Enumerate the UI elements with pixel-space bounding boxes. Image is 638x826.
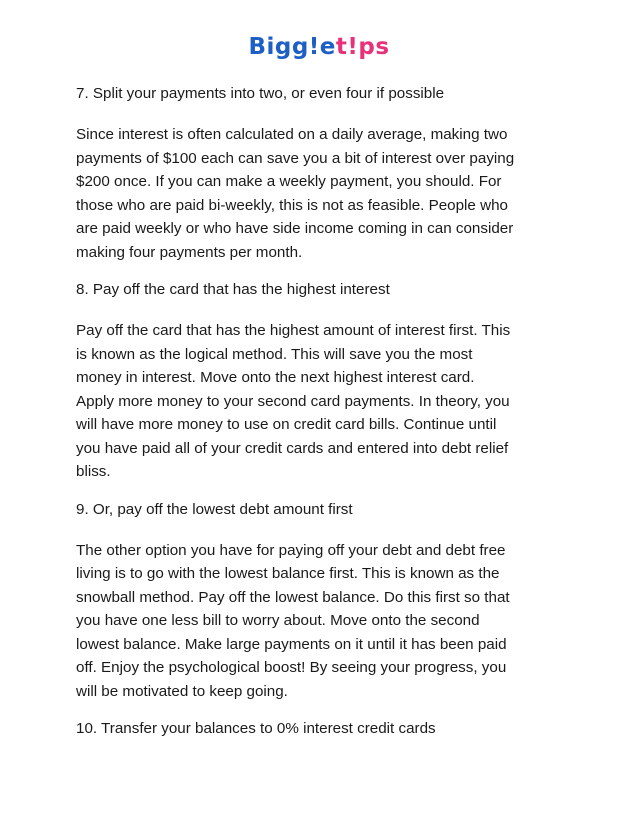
section-10 — [76, 717, 576, 741]
section-paragraph — [76, 539, 576, 704]
section-heading: 7. Split your payments into two, or even four if possible — [76, 85, 445, 102]
section-7 — [76, 82, 576, 264]
section-heading: 10. Transfer your balances to 0% interest credit cards — [76, 720, 436, 737]
section-8 — [76, 278, 576, 484]
logo-text-secondary: t!ps — [335, 34, 390, 60]
paragraph-line: Since interest is often calculated on a daily average, making two — [76, 126, 508, 143]
paragraph-line: will be motivated to keep going. — [76, 682, 288, 700]
paragraph-line: The other option you have for paying off your debt and debt free — [76, 541, 506, 559]
section-heading: 9. Or, pay off the lowest debt amount first — [76, 500, 353, 518]
paragraph-line: those who are paid bi-weekly, this is not as feasible. People who — [76, 196, 508, 214]
section-paragraph — [76, 123, 576, 264]
paragraph-line: Apply more money to your second card payments. In theory, you — [76, 392, 510, 410]
article-body — [76, 82, 576, 758]
paragraph-line: are paid weekly or who have side income coming in can consider — [76, 220, 514, 237]
paragraph-line: making four payments per month. — [76, 243, 303, 261]
paragraph-line: lowest balance. Make large payments on it until it has been paid — [76, 635, 507, 653]
logo-text-primary: Bigg!e — [248, 34, 336, 60]
paragraph-line: Pay off the card that has the highest amount of interest first. This — [76, 322, 511, 339]
section-heading: 8. Pay off the card that has the highest interest — [76, 281, 390, 298]
section-9 — [76, 498, 576, 704]
paragraph-line: money in interest. Move onto the next highest interest card. — [76, 369, 475, 386]
paragraph-line: living is to go with the lowest balance first. This is known as the — [76, 565, 500, 582]
paragraph-line: will have more money to use on credit card bills. Continue until — [76, 416, 497, 433]
paragraph-line: you have one less bill to worry about. Move onto the second — [76, 612, 480, 629]
site-logo — [0, 33, 638, 61]
paragraph-line: off. Enjoy the psychological boost! By seeing your progress, you — [76, 659, 507, 676]
paragraph-line: bliss. — [76, 463, 111, 480]
paragraph-line: you have paid all of your credit cards and entered into debt relief — [76, 439, 509, 457]
paragraph-line: $200 once. If you can make a weekly payment, you should. For — [76, 173, 502, 190]
section-paragraph — [76, 319, 576, 484]
paragraph-line: is known as the logical method. This will save you the most — [76, 345, 473, 363]
paragraph-line: snowball method. Pay off the lowest balance. Do this first so that — [76, 588, 510, 606]
paragraph-line: payments of $100 each can save you a bit of interest over paying — [76, 149, 515, 167]
